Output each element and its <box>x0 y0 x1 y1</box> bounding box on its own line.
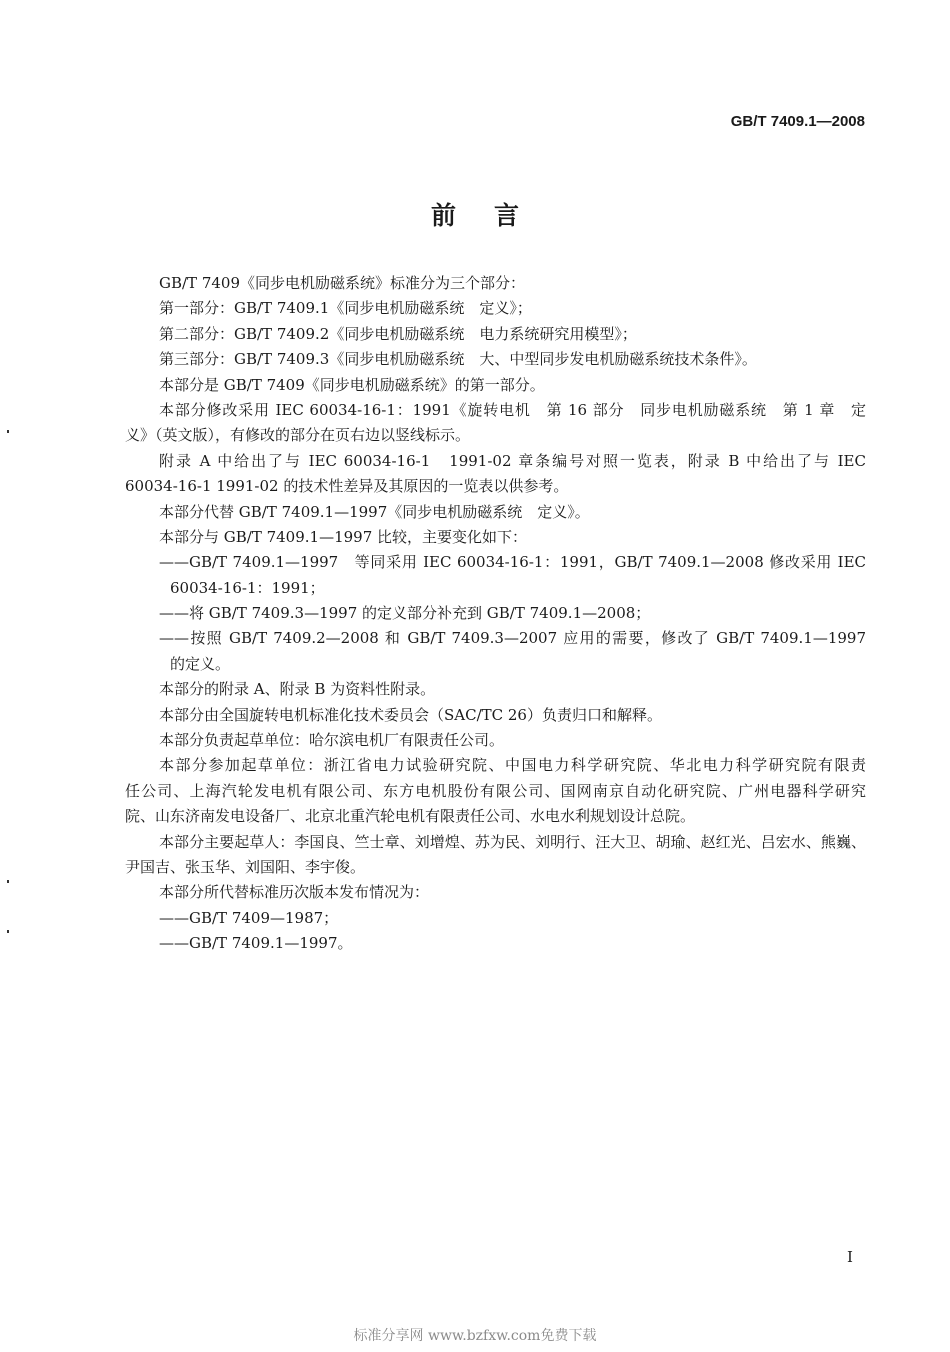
paragraph <box>125 830 866 881</box>
standard-number: GB/T 7409.1—2008 <box>730 113 865 130</box>
text-line: 本部分与 GB/T 7409.1—1997 比较，主要变化如下： <box>159 527 528 546</box>
text-line: 附录 A 中给出了与 IEC 60034-16-1 1991-02 章条编号对照一览表，附录 B 中给出了与 IEC <box>159 451 866 470</box>
text-line: ——按照 GB/T 7409.2—2008 和 GB/T 7409.3—2007 应用的需要，修改了 GB/T 7409.1—1997 <box>159 629 866 648</box>
scan-mark <box>7 430 9 433</box>
paragraph <box>125 322 866 347</box>
list-item <box>125 550 866 601</box>
text-line: 本部分所代替标准历次版本发布情况为： <box>159 883 430 902</box>
text-line: 尹国吉、张玉华、刘国阳、李宇俊。 <box>125 857 366 876</box>
document-body <box>125 271 866 957</box>
paragraph <box>125 398 866 449</box>
text-line: 本部分是 GB/T 7409《同步电机励磁系统》的第一部分。 <box>159 375 545 394</box>
text-line: 60034-16-1：1991； <box>170 578 325 597</box>
paragraph <box>125 271 866 296</box>
paragraph <box>125 500 866 525</box>
text-line: 本部分修改采用 IEC 60034-16-1：1991《旋转电机 第 16 部分 同步电机励磁系统 第 1 章 定 <box>159 400 866 419</box>
scan-mark <box>7 930 9 933</box>
watermark-footer: 标准分享网 www.bzfxw.com免费下载 <box>353 1328 597 1344</box>
text-line: ——GB/T 7409.1—1997。 <box>159 934 353 953</box>
text-line: GB/T 7409《同步电机励磁系统》标准分为三个部分： <box>159 274 526 292</box>
paragraph <box>125 373 866 398</box>
paragraph <box>125 525 866 550</box>
text-line: 院、山东济南发电设备厂、北京北重汽轮电机有限责任公司、水电水利规划设计总院。 <box>125 807 696 826</box>
text-line: 本部分参加起草单位：浙江省电力试验研究院、中国电力科学研究院、华北电力科学研究院有限责 <box>159 756 866 775</box>
paragraph <box>125 677 866 702</box>
text-line: 本部分由全国旋转电机标准化技术委员会（SAC/TC 26）负责归口和解释。 <box>159 705 662 724</box>
scan-mark <box>7 880 9 883</box>
text-line: 60034-16-1 1991-02 的技术性差异及其原因的一览表以供参考。 <box>125 477 569 496</box>
paragraph <box>125 703 866 728</box>
text-line: 本部分代替 GB/T 7409.1—1997《同步电机励磁系统 定义》。 <box>159 502 590 521</box>
paragraph <box>125 728 866 753</box>
list-item <box>125 626 866 677</box>
paragraph <box>125 449 866 500</box>
text-line: 的定义。 <box>170 654 231 673</box>
paragraph <box>125 347 866 372</box>
text-line: 第二部分：GB/T 7409.2《同步电机励磁系统 电力系统研究用模型》； <box>159 324 637 343</box>
paragraph <box>125 296 866 321</box>
text-line: 第一部分：GB/T 7409.1《同步电机励磁系统 定义》； <box>159 299 532 318</box>
paragraph <box>125 753 866 829</box>
text-line: ——GB/T 7409—1987； <box>159 908 339 927</box>
list-item <box>125 906 866 931</box>
paragraph <box>125 880 866 905</box>
text-line: 第三部分：GB/T 7409.3《同步电机励磁系统 大、中型同步发电机励磁系统技术条件》。 <box>159 350 757 369</box>
text-line: 任公司、上海汽轮发电机有限公司、东方电机股份有限公司、国网南京自动化研究院、广州电器科学研究 <box>125 781 866 800</box>
text-line: ——GB/T 7409.1—1997 等同采用 IEC 60034-16-1：1991，GB/T 7409.1—2008 修改采用 IEC <box>159 553 866 572</box>
list-item <box>125 601 866 626</box>
text-line: 本部分负责起草单位：哈尔滨电机厂有限责任公司。 <box>159 731 505 750</box>
text-line: 本部分主要起草人：李国良、竺士章、刘增煌、苏为民、刘明行、汪大卫、胡瑜、赵红光、吕宏水、熊巍、 <box>159 832 866 851</box>
page-number: I <box>847 1248 853 1266</box>
text-line: 本部分的附录 A、附录 B 为资料性附录。 <box>159 680 436 699</box>
text-line: ——将 GB/T 7409.3—1997 的定义部分补充到 GB/T 7409.1—2008； <box>159 604 651 623</box>
page-title: 前言 <box>430 201 557 230</box>
text-line: 义》（英文版），有修改的部分在页右边以竖线标示。 <box>125 426 471 445</box>
list-item <box>125 931 866 956</box>
